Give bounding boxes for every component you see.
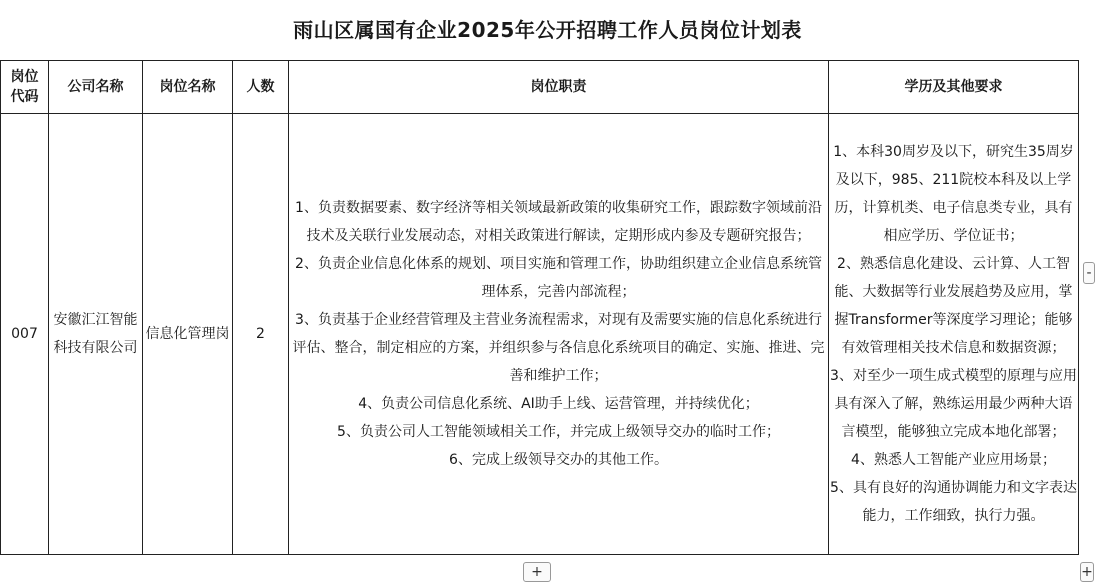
header-position: 岗位名称 [143, 61, 233, 114]
requirement-item: 4、熟悉人工智能产业应用场景； [851, 452, 1056, 468]
cell-company: 安徽汇江智能科技有限公司 [49, 114, 143, 555]
duty-item: 1、负责数据要素、数字经济等相关领域最新政策的收集研究工作，跟踪数字领域前沿技术及关联行业发展动态，对相关政策进行解读，定期形成内参及专题研究报告； [295, 200, 822, 244]
cell-count: 2 [233, 114, 289, 555]
table-row [1, 114, 1079, 555]
duty-item: 3、负责基于企业经营管理及主营业务流程需求，对现有及需要实施的信息化系统进行评估、整合，制定相应的方案，并组织参与各信息化系统项目的确定、实施、推进、完善和维护工作； [292, 312, 825, 384]
duty-item: 5、负责公司人工智能领域相关工作，并完成上级领导交办的临时工作； [337, 424, 780, 440]
requirement-item: 3、对至少一项生成式模型的原理与应用具有深入了解，熟练运用最少两种大语言模型，能够独立完成本地化部署； [830, 368, 1077, 440]
requirement-item: 1、本科30周岁及以下，研究生35周岁及以下，985、211院校本科及以上学历，计算机类、电子信息类专业，具有相应学历、学位证书； [833, 144, 1074, 244]
header-code [1, 61, 49, 114]
duty-item: 2、负责企业信息化体系的规划、项目实施和管理工作，协助组织建立企业信息系统管理体系，完善内部流程； [295, 256, 822, 300]
duty-item: 4、负责公司信息化系统、AI助手上线、运营管理，并持续优化； [358, 396, 759, 412]
cell-position: 信息化管理岗 [143, 114, 233, 555]
header-requirements: 学历及其他要求 [829, 61, 1079, 114]
recruitment-plan-table [0, 60, 1079, 555]
insert-column-handle[interactable]: - [1083, 262, 1095, 284]
cell-code: 007 [1, 114, 49, 555]
add-row-button[interactable]: + [523, 562, 551, 582]
cell-duties [289, 114, 829, 555]
header-code-line-1: 岗位 [10, 69, 39, 85]
header-code-line-2: 代码 [10, 89, 39, 105]
header-company: 公司名称 [49, 61, 143, 114]
requirement-item: 5、具有良好的沟通协调能力和文字表达能力，工作细致，执行力强。 [830, 480, 1077, 524]
duty-item: 6、完成上级领导交办的其他工作。 [449, 452, 668, 468]
header-duties: 岗位职责 [289, 61, 829, 114]
table-header-row [1, 61, 1079, 114]
page-title: 雨山区属国有企业2025年公开招聘工作人员岗位计划表 [293, 18, 802, 42]
header-count: 人数 [233, 61, 289, 114]
table-resize-handle[interactable]: + [1081, 564, 1093, 580]
cell-requirements [829, 114, 1079, 555]
requirement-item: 2、熟悉信息化建设、云计算、人工智能、大数据等行业发展趋势及应用，掌握Transformer等深度学习理论；能够有效管理相关技术信息和数据资源； [834, 256, 1073, 356]
